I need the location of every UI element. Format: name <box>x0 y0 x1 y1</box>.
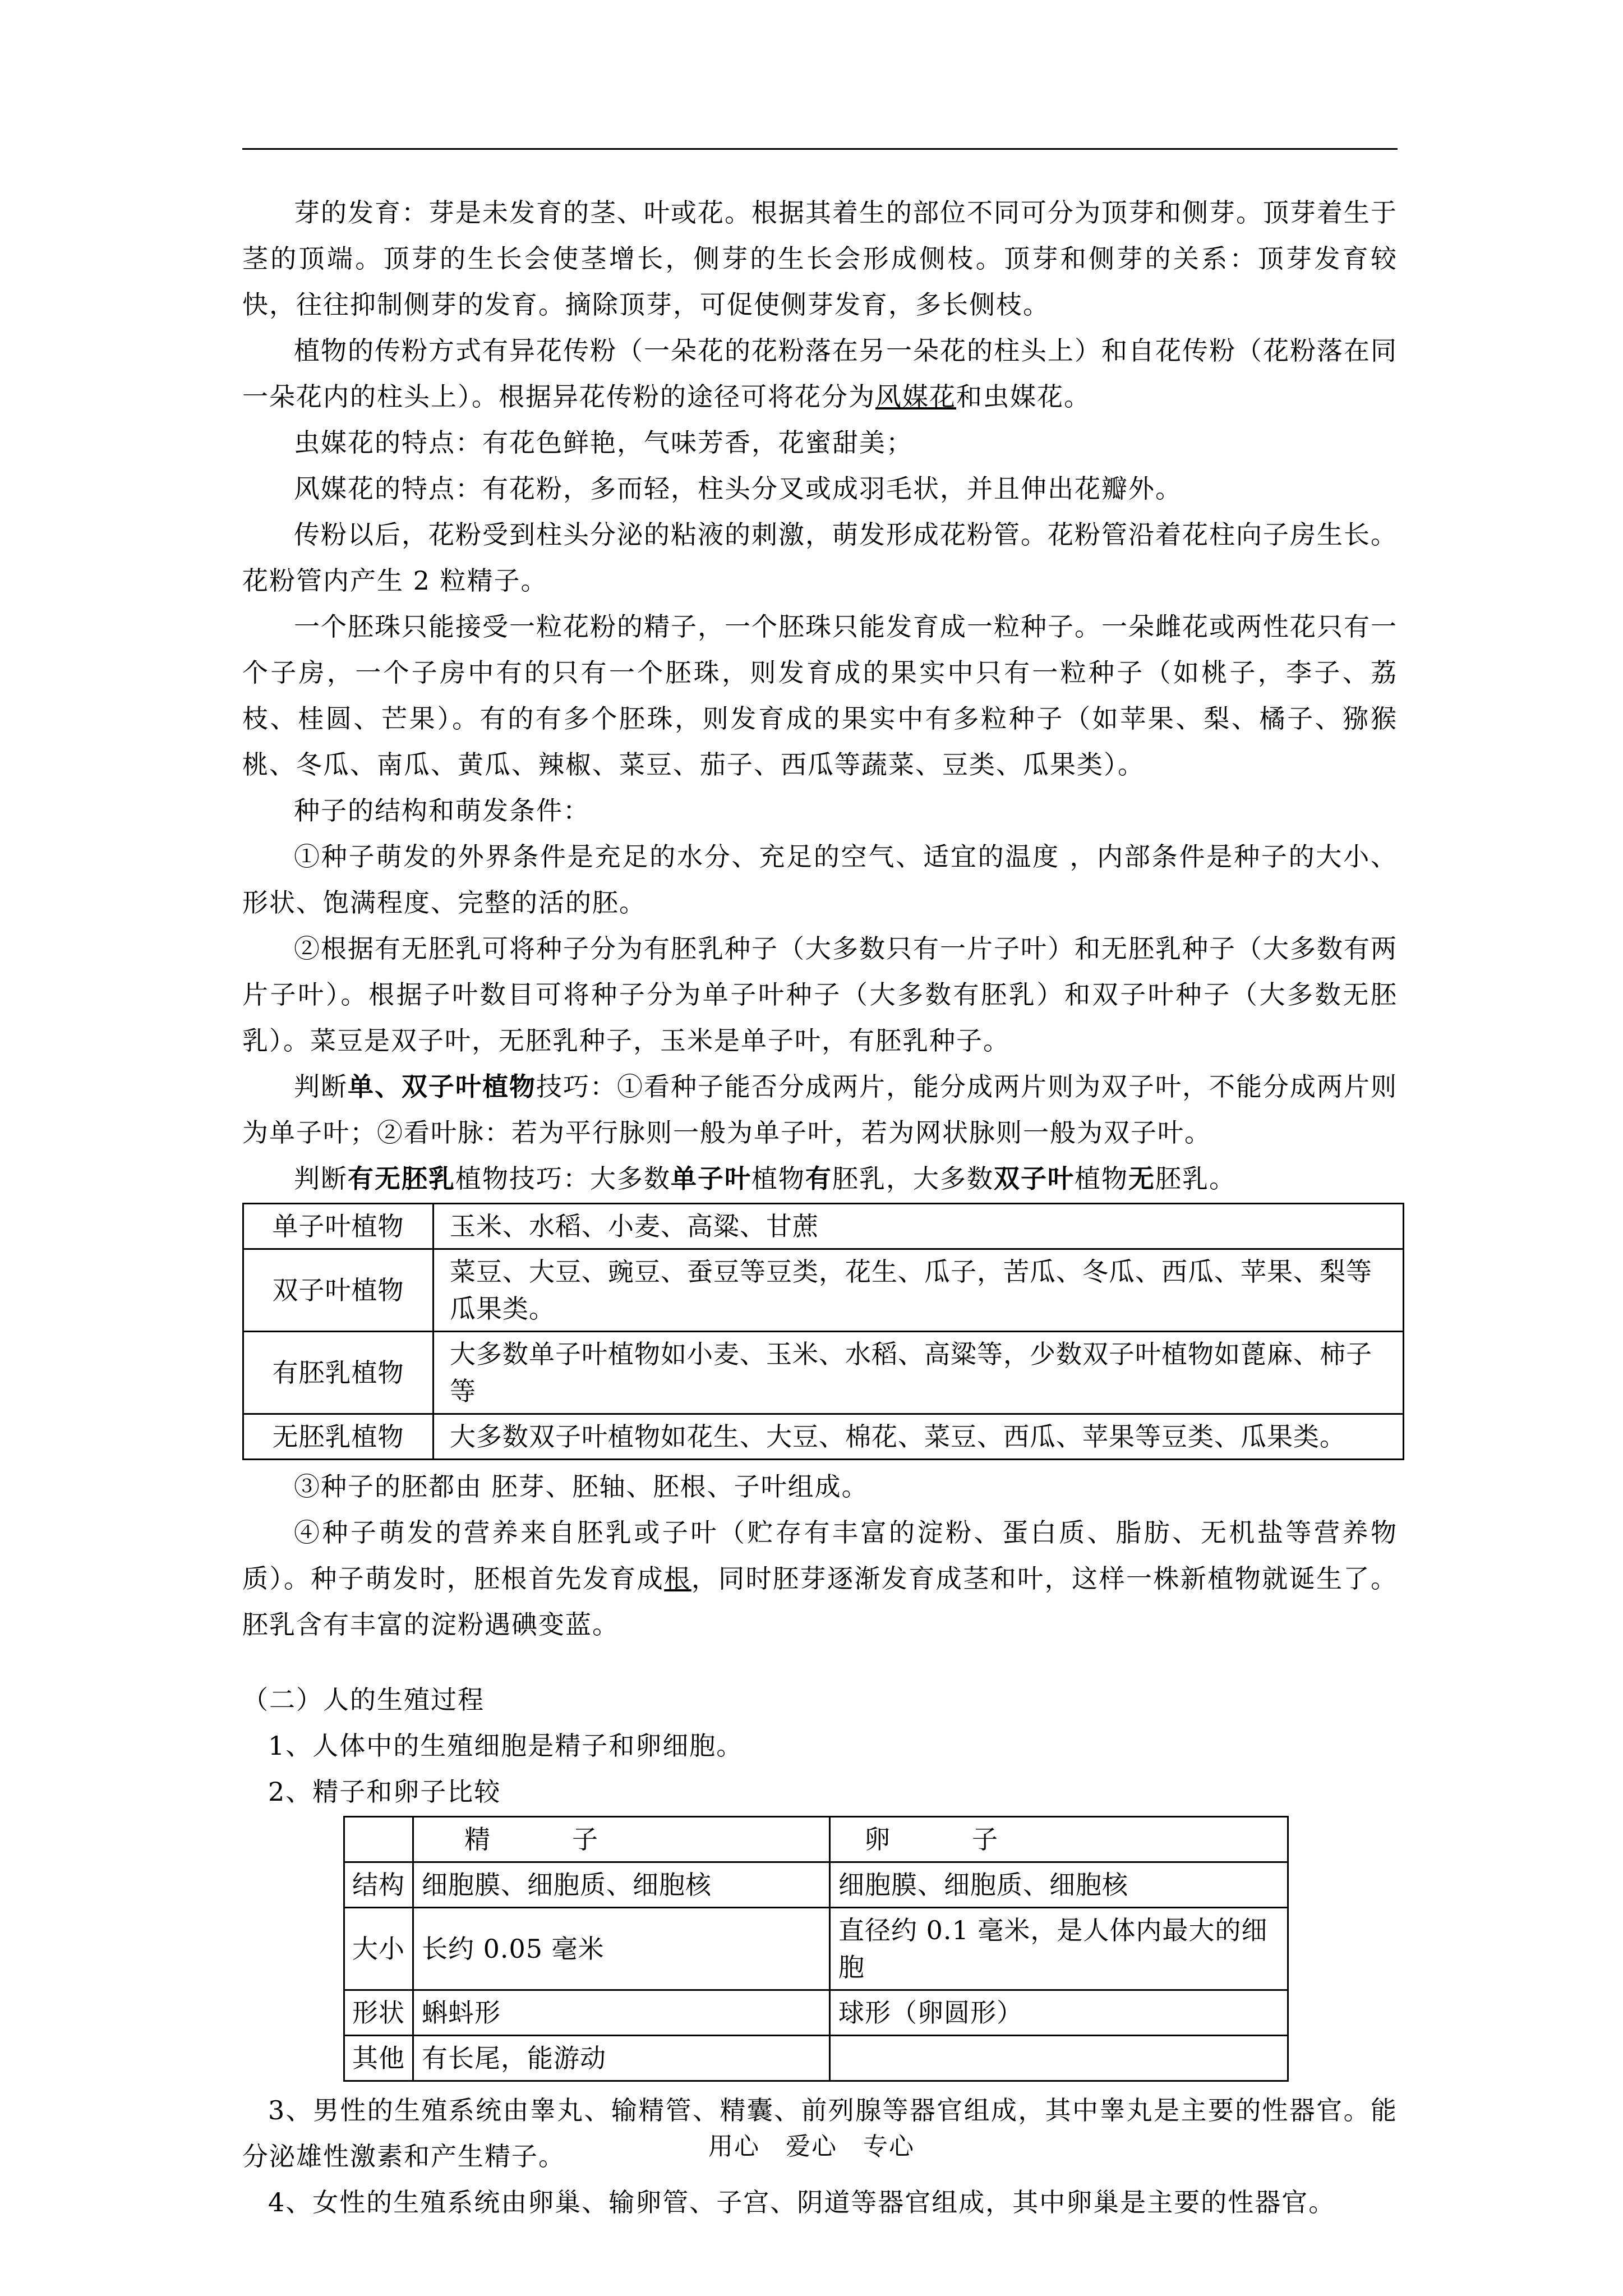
tip2-text: 判断 <box>294 1163 348 1194</box>
page-footer: 用心 爱心 专心 <box>708 2132 915 2161</box>
table-header-cell <box>344 1817 413 1862</box>
tip1-text-rest: 技巧：①看种子能否分成两片，能分成两片则为双子叶，不能分成两片则为单子叶；②看叶脉：若为平行脉则一般为单子叶，若为网状脉则一般为双子叶。 <box>242 1071 1398 1148</box>
table-cell: 长约 0.05 毫米 <box>413 1908 830 1990</box>
pollination-text: 植物的传粉方式有异花传粉（一朵花的花粉落在另一朵花的柱头上）和自花传粉（花粉落在同一朵花内的柱头上）。根据异花传粉的途径可将花分为 <box>242 335 1398 412</box>
tip1-bold: 单、双子叶植物 <box>348 1071 536 1102</box>
section-title: （二）人的生殖过程 <box>242 1685 485 1715</box>
tip2-bold: 无 <box>1128 1163 1155 1194</box>
tip1-text: 判断 <box>294 1071 348 1102</box>
paragraph-endosperm: ②根据有无胚乳可将种子分为有胚乳种子（大多数只有一片子叶）和无胚乳种子（大多数有两片子叶）。根据子叶数目可将种子分为单子叶种子（大多数有胚乳）和双子叶种子（大多数无胚乳）。菜豆是双子叶，无胚乳种子，玉米是单子叶，有胚乳种子。 <box>242 933 1398 1056</box>
pollination-text-end: 和虫媒花。 <box>956 381 1091 412</box>
tip2-bold: 有无胚乳 <box>348 1163 455 1194</box>
paragraph-tip-endosperm <box>242 1156 1398 1202</box>
table-cell <box>830 2036 1288 2081</box>
header-rule <box>242 148 1398 150</box>
table-cell-value: 玉米、水稻、小麦、高粱、甘蔗 <box>434 1204 1404 1249</box>
tip2-text: 植物 <box>1075 1163 1128 1194</box>
paragraph-female-system: 4、女性的生殖系统由卵巢、输卵管、子宫、阴道等器官组成，其中卵巢是主要的性器官。 <box>268 2187 1336 2217</box>
table-cell: 细胞膜、细胞质、细胞核 <box>413 1862 830 1908</box>
paragraph-bud: 芽的发育：芽是未发育的茎、叶或花。根据其着生的部位不同可分为顶芽和侧芽。顶芽着生于茎的顶端。顶芽的生长会使茎增长，侧芽的生长会形成侧枝。顶芽和侧芽的关系：顶芽发育较快，往往抑制侧芽的发育。摘除顶芽，可促使侧芽发育，多长侧枝。 <box>242 197 1398 320</box>
table-cell: 结构 <box>344 1862 413 1908</box>
table-cell-value: 大多数单子叶植物如小麦、玉米、水稻、高粱等，少数双子叶植物如蓖麻、柿子等 <box>434 1332 1404 1414</box>
paragraph-ovule: 一个胚珠只能接受一粒花粉的精子，一个胚珠只能发育成一粒种子。一朵雌花或两性花只有一个子房，一个子房中有的只有一个胚珠，则发育成的果实中只有一粒种子（如桃子，李子、荔枝、桂圆、芒果）。有的有多个胚珠，则发育成的果实中有多粒种子（如苹果、梨、橘子、猕猴桃、冬瓜、南瓜、黄瓜、辣椒、菜豆、茄子、西瓜等蔬菜、豆类、瓜果类）。 <box>242 611 1398 780</box>
table-header-cell: 精 子 <box>413 1817 830 1862</box>
paragraph-tip-cotyledon <box>242 1064 1398 1156</box>
tip2-text: 胚乳，大多数 <box>832 1163 994 1194</box>
table-header-row <box>344 1817 1288 1862</box>
table-row <box>344 1862 1288 1908</box>
tip2-text: 植物 <box>751 1163 805 1194</box>
spacer <box>242 1648 1398 1677</box>
tip2-bold: 双子叶 <box>994 1163 1075 1194</box>
paragraph-embryo: ③种子的胚都由 胚芽、胚轴、胚根、子叶组成。 <box>294 1471 869 1502</box>
paragraph-pollination <box>242 328 1398 420</box>
sperm-egg-comparison-table <box>343 1816 1289 2082</box>
wind-pollinated-term: 风媒花 <box>875 381 956 412</box>
table-cell: 蝌蚪形 <box>413 1990 830 2036</box>
table-cell: 细胞膜、细胞质、细胞核 <box>830 1862 1288 1908</box>
table-cell-key: 双子叶植物 <box>243 1249 434 1332</box>
root-term: 根 <box>664 1563 691 1594</box>
paragraph-pollen-tube: 传粉以后，花粉受到柱头分泌的粘液的刺激，萌发形成花粉管。花粉管沿着花柱向子房生长。花粉管内产生 2 粒精子。 <box>242 519 1398 596</box>
plant-classification-table <box>242 1203 1404 1460</box>
table-row <box>344 1990 1288 2036</box>
table-header-cell: 卵 子 <box>830 1817 1288 1862</box>
table-cell-value: 菜豆、大豆、豌豆、蚕豆等豆类，花生、瓜子，苦瓜、冬瓜、西瓜、苹果、梨等瓜果类。 <box>434 1249 1404 1332</box>
germination-text: ④种子萌发的营养来自胚乳或子叶（贮存有丰富的淀粉、蛋白质、脂肪、无机盐等营养物质）。种子萌发时，胚根首先发育成 <box>242 1517 1398 1594</box>
list-item: 1、人体中的生殖细胞是精子和卵细胞。 <box>268 1731 744 1761</box>
table-cell: 大小 <box>344 1908 413 1990</box>
germination-text-end: ，同时胚芽逐渐发育成茎和叶，这样一株新植物就诞生了。胚乳含有丰富的淀粉遇碘变蓝。 <box>242 1563 1398 1640</box>
paragraph-insect-flower: 虫媒花的特点：有花色鲜艳，气味芳香，花蜜甜美； <box>294 427 913 458</box>
table-row <box>344 2036 1288 2081</box>
paragraph-seed-heading: 种子的结构和萌发条件： <box>294 795 590 826</box>
table-cell-key: 单子叶植物 <box>243 1204 434 1249</box>
paragraph-male-system: 3、男性的生殖系统由睾丸、输精管、精囊、前列腺等器官组成，其中睾丸是主要的性器官。能分泌雄性激素和产生精子。 <box>242 2095 1398 2171</box>
table-row <box>344 1908 1288 1990</box>
table-row <box>243 1249 1404 1332</box>
table-cell: 其他 <box>344 2036 413 2081</box>
tip2-text: 植物技巧：大多数 <box>455 1163 671 1194</box>
table-row <box>243 1414 1404 1460</box>
table-row <box>243 1332 1404 1414</box>
table-cell: 球形（卵圆形） <box>830 1990 1288 2036</box>
tip2-bold: 单子叶 <box>671 1163 751 1194</box>
paragraph-germination <box>242 1510 1398 1648</box>
table-cell: 直径约 0.1 毫米，是人体内最大的细胞 <box>830 1908 1288 1990</box>
table-row <box>243 1204 1404 1249</box>
paragraph-seed-conditions: ①种子萌发的外界条件是充足的水分、充足的空气、适宜的温度 ，内部条件是种子的大小、形状、饱满程度、完整的活的胚。 <box>242 841 1398 918</box>
paragraph-wind-flower: 风媒花的特点：有花粉，多而轻，柱头分叉或成羽毛状，并且伸出花瓣外。 <box>294 473 1182 504</box>
tip2-text: 胚乳。 <box>1155 1163 1236 1194</box>
table-cell-key: 无胚乳植物 <box>243 1414 434 1460</box>
table-cell: 有长尾，能游动 <box>413 2036 830 2081</box>
table-cell-value: 大多数双子叶植物如花生、大豆、棉花、菜豆、西瓜、苹果等豆类、瓜果类。 <box>434 1414 1404 1460</box>
document-body <box>242 190 1398 2225</box>
list-item: 2、精子和卵子比较 <box>268 1777 501 1807</box>
table-cell: 形状 <box>344 1990 413 2036</box>
tip2-bold: 有 <box>805 1163 832 1194</box>
table-cell-key: 有胚乳植物 <box>243 1332 434 1414</box>
